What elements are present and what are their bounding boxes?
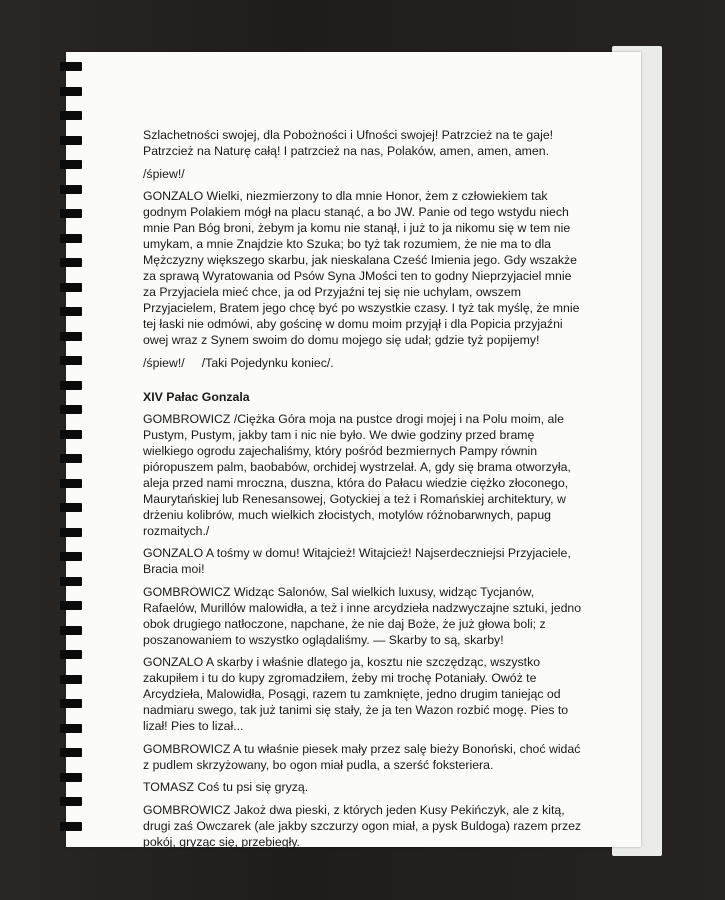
binding-ring: [60, 258, 82, 267]
binding-ring: [60, 528, 82, 537]
binding-ring: [60, 307, 82, 316]
binding-ring: [60, 822, 82, 831]
binding-ring: [60, 503, 82, 512]
binding-ring: [60, 185, 82, 194]
binding-ring: [60, 332, 82, 341]
paragraph: GONZALO Wielki, niezmierzony to dla mnie Honor, żem z człowiekiem tak godnym Polakiem mógł na placu stanąć, a bo JW. Panie od tego wstydu niech mnie Pan Bóg broni, żebym ja komu nie stanął, i już to ja nikomu się w tem nie umykam, a mnie Znajdzie kto Szuka; bo tyż tak rozumiem, że nie ma to dla Mężczyzny większego skarbu, jak nieskalana Cześć Imienia jego. Gdy wszakże za sprawą Wyratowania od Psów Syna JMości ten to godny Nieprzyjaciel mnie za Przyjaciela mieć chce, ja od Przyjaźni tej się nie uchylam, owszem Przyjacielem, Bratem jego chcę być po wszystkie czasy. I tyż tak myślę, że mnie tej łaski nie odmówi, aby gościnę w domu moim przyjął i dla Popicia przyjaźni owej wraz z Synem swoim do domu mojego się udał; gdzie tyż popijemy!: [143, 189, 580, 347]
binding-ring: [60, 675, 82, 684]
paragraph: GONZALO A tośmy w domu! Witajcież! Witajcież! Najserdeczniejsi Przyjaciele, Bracia moi!: [143, 546, 571, 576]
binding-ring: [60, 111, 82, 120]
binding-ring: [60, 62, 82, 71]
binding-ring: [60, 626, 82, 635]
paragraph: GOMBROWICZ A tu właśnie piesek mały przez salę bieży Bonoński, choć widać z pudlem skrzyżowany, bo ogon miał pudla, a szerść foksteriera.: [143, 741, 581, 772]
binding-ring: [60, 699, 82, 708]
binding-ring: [60, 773, 82, 782]
binding-ring: [60, 577, 82, 586]
binding-ring: [60, 479, 82, 488]
paragraph: TOMASZ Coś tu psi się gryzą.: [143, 780, 309, 794]
paragraph: /śpiew!/ /Taki Pojedynku koniec/.: [143, 355, 334, 370]
paragraph: GONZALO A skarby i właśnie dlatego ja, kosztu nie szczędząc, wszystko zakupiłem i tu do kupy zgromadziłem, żeby mi trochę Potaniały. Owóż te Arcydzieła, Malowidła, Posągi, razem tu zamknięte, jedno drugim taniejąc od nadmiaru swego, tak już tanimi się stały, że ja ten Wazon rozbić mogę. Pies to lizał! Pies to lizał...: [143, 655, 569, 733]
binding-ring: [60, 748, 82, 757]
binding-ring: [60, 552, 82, 561]
binding-ring: [60, 430, 82, 439]
paragraph: Szlachetności swojej, dla Pobożności i Ufności swojej! Patrzcież na te gaje! Patrzcież na Naturę całą! I patrzcież na nas, Polaków, amen, amen, amen.: [143, 128, 554, 158]
binding-ring: [60, 234, 82, 243]
binding-ring: [60, 283, 82, 292]
binding-ring: [60, 381, 82, 390]
paragraph: GOMBROWICZ /Ciężka Góra moja na pustce drogi mojej i na Polu moim, ale Pustym, Pustym, jakby tam i nic nie było. We dwie godziny przed bramę wielkiego ogrodu zajechaliśmy, który pośród bezmiernych Pampy równin pióropuszem palm, baobabów, orchidej wystrzelał. A, gdy się brama otworzyła, aleja przed nami mroczna, duszna, która do Pałacu wiedzie ciężko złoconego, Maurytańskiej lub Renesansowej, Gotyckiej a też i Romańskiej architektury, w drżeniu kolibrów, much wielkich złocistych, motylów różnobarwnych, papug rozmaitych./: [143, 411, 571, 538]
spiral-binding: [60, 58, 82, 848]
paragraph: GOMBROWICZ Jakoż dwa pieski, z których jeden Kusy Pekińczyk, ale z kitą, drugi zaś Owczarek (ale jakby szczurzy ogon miał, a pysk Buldoga) razem przez pokój, gryząc się, przebiegły.: [143, 802, 582, 849]
paragraph: GOMBROWICZ Widząc Salonów, Sal wielkich luxusy, widząc Tycjanów, Rafaelów, Murillów malowidła, a też i inne arcydzieła nadzwyczajne sztuki, jedno obok drugiego natłoczone, napchane, że nie daj Boże, że już głowa boli; z poszanowaniem to wszystko oglądaliśmy. — Skarby to są, skarby!: [143, 584, 582, 647]
binding-ring: [60, 160, 82, 169]
binding-ring: [60, 405, 82, 414]
binding-ring: [60, 209, 82, 218]
binding-ring: [60, 601, 82, 610]
binding-ring: [60, 724, 82, 733]
binding-ring: [60, 356, 82, 365]
document-text: [143, 127, 583, 856]
section-heading: XIV Pałac Gonzala: [143, 389, 250, 404]
binding-ring: [60, 87, 82, 96]
paragraph: /śpiew!/: [143, 166, 185, 181]
binding-ring: [60, 650, 82, 659]
binding-ring: [60, 136, 82, 145]
binding-ring: [60, 454, 82, 463]
binding-ring: [60, 797, 82, 806]
